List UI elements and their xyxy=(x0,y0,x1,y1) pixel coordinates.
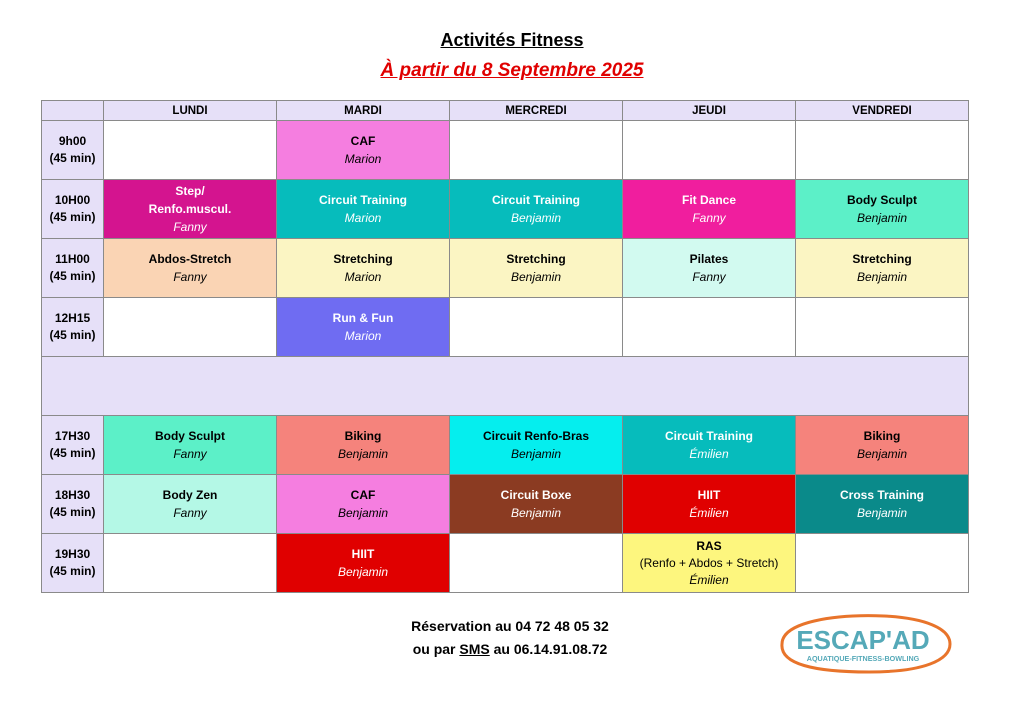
reservation-phone: Réservation au 04 72 48 05 32 xyxy=(411,618,609,634)
time-slot-row xyxy=(42,121,969,180)
coach-name: Fanny xyxy=(692,270,726,284)
coach-name: Fanny xyxy=(173,447,207,461)
activity-cell xyxy=(796,475,969,534)
sms-prefix: ou par xyxy=(412,641,456,657)
coach-name: Fanny xyxy=(692,211,726,225)
activity-cell xyxy=(796,416,969,475)
time-slot-row xyxy=(42,298,969,357)
coach-name: Marion xyxy=(344,270,382,284)
coach-name: Benjamin xyxy=(856,270,908,284)
coach-name: Benjamin xyxy=(856,447,908,461)
coach-name: Marion xyxy=(344,152,382,166)
coach-name: Benjamin xyxy=(337,565,389,579)
time-cell xyxy=(42,534,104,593)
activity-cell xyxy=(796,180,969,239)
activity-name: Circuit Training xyxy=(664,429,753,443)
activity-name: HIIT xyxy=(697,488,721,502)
lunch-break-cell xyxy=(42,357,969,416)
day-header: MERCREDI xyxy=(450,101,623,121)
activity-name: Circuit Boxe xyxy=(500,488,572,502)
lunch-break-row xyxy=(42,357,969,416)
schedule-table xyxy=(41,100,969,593)
slot-duration: (45 min) xyxy=(49,151,96,165)
coach-name: Fanny xyxy=(173,506,207,520)
day-header: MARDI xyxy=(277,101,450,121)
page-title: Activités Fitness xyxy=(440,30,584,50)
time-cell xyxy=(42,121,104,180)
slot-time: 19H30 xyxy=(54,547,91,561)
activity-name: CAF xyxy=(350,488,376,502)
corner-cell xyxy=(42,101,104,121)
activity-name: Circuit Training xyxy=(318,193,407,207)
activity-cell xyxy=(277,534,450,593)
slot-time: 10H00 xyxy=(54,193,91,207)
logo-wordmark: ESCAP'AD xyxy=(796,625,930,655)
time-slot-row xyxy=(42,534,969,593)
activity-name: Biking xyxy=(863,429,901,443)
activity-cell xyxy=(104,180,277,239)
coach-name: Émilien xyxy=(689,447,729,461)
slot-duration: (45 min) xyxy=(49,210,96,224)
schedule-body xyxy=(42,121,969,593)
coach-name: Marion xyxy=(344,329,382,343)
activity-cell xyxy=(277,298,450,357)
activity-cell xyxy=(623,534,796,593)
slot-time: 17H30 xyxy=(54,429,91,443)
empty-slot xyxy=(104,298,277,357)
logo-tagline: AQUATIQUE-FITNESS-BOWLING xyxy=(806,654,920,663)
day-header: JEUDI xyxy=(623,101,796,121)
slot-duration: (45 min) xyxy=(49,505,96,519)
activity-detail: (Renfo + Abdos + Stretch) xyxy=(639,556,779,570)
day-header-row xyxy=(42,101,969,121)
activity-cell xyxy=(104,475,277,534)
activity-name: Cross Training xyxy=(839,488,925,502)
activity-name: RAS xyxy=(696,539,722,553)
activity-name: Run & Fun xyxy=(332,311,394,325)
coach-name: Benjamin xyxy=(337,447,389,461)
page-subtitle: À partir du 8 Septembre 2025 xyxy=(380,60,644,81)
activity-cell xyxy=(450,180,623,239)
activity-cell xyxy=(277,121,450,180)
activity-cell xyxy=(623,180,796,239)
activity-name-line2: Renfo.muscul. xyxy=(148,202,232,216)
empty-slot xyxy=(104,534,277,593)
activity-cell xyxy=(277,416,450,475)
time-cell xyxy=(42,475,104,534)
day-header: VENDREDI xyxy=(796,101,969,121)
coach-name: Fanny xyxy=(173,270,207,284)
activity-name: Stretching xyxy=(506,252,566,266)
time-cell xyxy=(42,180,104,239)
time-slot-row xyxy=(42,475,969,534)
slot-duration: (45 min) xyxy=(49,328,96,342)
slot-time: 9h00 xyxy=(58,134,87,148)
activity-name: Circuit Renfo-Bras xyxy=(482,429,589,443)
slot-duration: (45 min) xyxy=(49,446,96,460)
reservation-sms xyxy=(300,641,720,657)
escapad-logo xyxy=(774,614,952,674)
time-cell xyxy=(42,298,104,357)
activity-name: Circuit Training xyxy=(491,193,580,207)
day-header: LUNDI xyxy=(104,101,277,121)
empty-slot xyxy=(450,534,623,593)
empty-slot xyxy=(796,298,969,357)
activity-name: Fit Dance xyxy=(681,193,736,207)
time-slot-row xyxy=(42,239,969,298)
activity-name: Body Zen xyxy=(162,488,218,502)
activity-name: Biking xyxy=(344,429,382,443)
activity-cell xyxy=(623,239,796,298)
time-slot-row xyxy=(42,416,969,475)
empty-slot xyxy=(450,121,623,180)
activity-name: Body Sculpt xyxy=(154,429,225,443)
activity-name: Abdos-Stretch xyxy=(148,252,232,266)
empty-slot xyxy=(796,121,969,180)
coach-name: Émilien xyxy=(689,573,729,587)
coach-name: Benjamin xyxy=(510,270,562,284)
coach-name: Benjamin xyxy=(510,506,562,520)
coach-name: Benjamin xyxy=(856,506,908,520)
activity-cell xyxy=(623,416,796,475)
activity-name: CAF xyxy=(350,134,376,148)
slot-time: 12H15 xyxy=(54,311,91,325)
empty-slot xyxy=(450,298,623,357)
coach-name: Émilien xyxy=(689,506,729,520)
slot-duration: (45 min) xyxy=(49,269,96,283)
empty-slot xyxy=(104,121,277,180)
activity-cell xyxy=(450,416,623,475)
activity-name: Step/ xyxy=(175,184,205,198)
sms-number: au 06.14.91.08.72 xyxy=(493,641,608,657)
slot-time: 11H00 xyxy=(55,252,90,266)
sms-label: SMS xyxy=(459,641,490,657)
empty-slot xyxy=(796,534,969,593)
activity-cell xyxy=(450,475,623,534)
coach-name: Fanny xyxy=(173,220,207,234)
coach-name: Marion xyxy=(344,211,382,225)
empty-slot xyxy=(623,121,796,180)
slot-time: 18H30 xyxy=(54,488,91,502)
activity-name: Stretching xyxy=(333,252,393,266)
empty-slot xyxy=(623,298,796,357)
activity-name: Stretching xyxy=(852,252,912,266)
activity-cell xyxy=(104,416,277,475)
time-cell xyxy=(42,416,104,475)
activity-cell xyxy=(277,180,450,239)
activity-cell xyxy=(277,475,450,534)
activity-name: HIIT xyxy=(351,547,375,561)
coach-name: Benjamin xyxy=(510,211,562,225)
time-cell xyxy=(42,239,104,298)
activity-cell xyxy=(623,475,796,534)
activity-cell xyxy=(277,239,450,298)
coach-name: Benjamin xyxy=(856,211,908,225)
coach-name: Benjamin xyxy=(510,447,562,461)
coach-name: Benjamin xyxy=(337,506,389,520)
activity-name: Body Sculpt xyxy=(846,193,917,207)
activity-cell xyxy=(450,239,623,298)
activity-name: Pilates xyxy=(689,252,729,266)
slot-duration: (45 min) xyxy=(49,564,96,578)
time-slot-row xyxy=(42,180,969,239)
activity-cell xyxy=(796,239,969,298)
activity-cell xyxy=(104,239,277,298)
